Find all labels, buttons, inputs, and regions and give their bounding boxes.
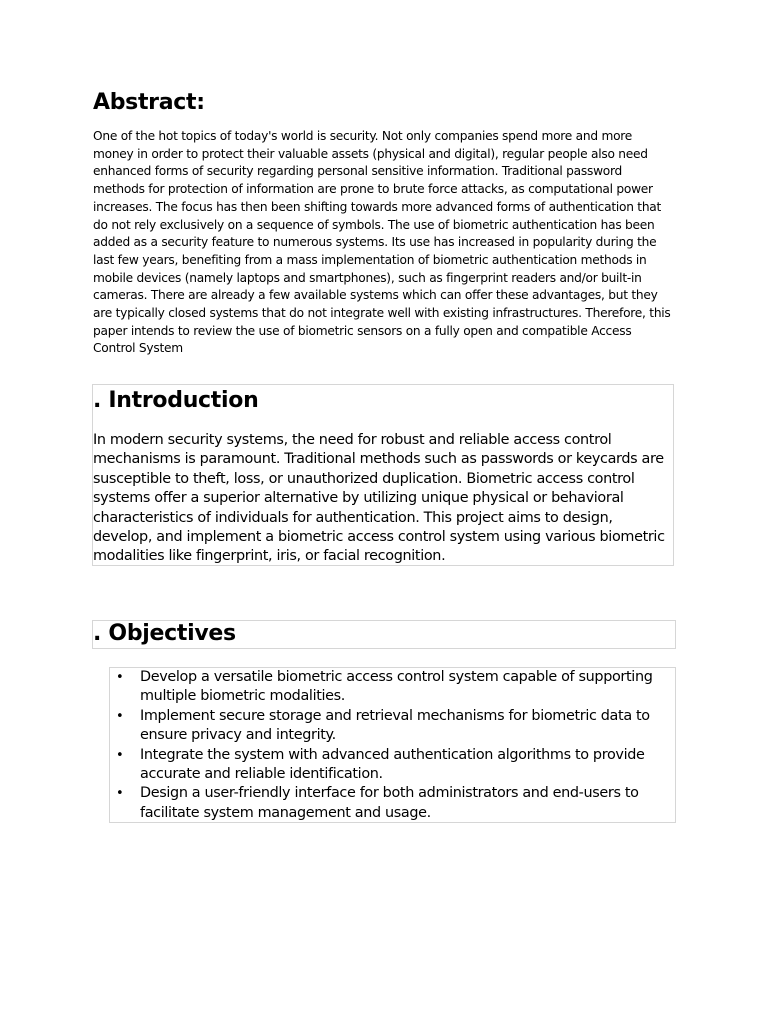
abstract-heading: Abstract:	[93, 90, 205, 115]
objective-item: • Design a user-friendly interface for both administrators and end-users to facilitate system management and usage.	[110, 784, 675, 823]
objectives-heading: . Objectives	[93, 621, 236, 646]
objective-item: • Integrate the system with advanced authentication algorithms to provide accurate and reliable identification.	[110, 746, 675, 785]
introduction-section	[92, 384, 674, 566]
objectives-list-box	[109, 667, 676, 823]
objectives-heading-box	[92, 620, 676, 649]
objectives-list	[110, 668, 675, 823]
objective-item: • Implement secure storage and retrieval mechanisms for biometric data to ensure privacy and integrity.	[110, 707, 675, 746]
abstract-body: One of the hot topics of today's world is security. Not only companies spend more and more money in order to protect their valuable assets (physical and digital), regular people also need enhanced forms of security regarding personal sensitive information. Traditional password methods for protection of information are prone to brute force attacks, as computational power increases. The focus has then been shifting towards more advanced forms of authentication that do not rely exclusively on a sequence of symbols. The use of biometric authentication has been added as a security feature to numerous systems. Its use has increased in popularity during the last few years, benefiting from a mass implementation of biometric authentication methods in mobile devices (namely laptops and smartphones), such as fingerprint readers and/or built-in cameras. There are already a few available systems which can offer these advantages, but they are typically closed systems that do not integrate well with existing infrastructures. Therefore, this paper intends to review the use of biometric sensors on a fully open and compatible Access Control System	[93, 129, 671, 356]
introduction-body: In modern security systems, the need for robust and reliable access control mechanisms is paramount. Traditional methods such as passwords or keycards are susceptible to theft, loss, or unauthorized duplication. Biometric access control systems offer a superior alternative by utilizing unique physical or behavioral characteristics of individuals for authentication. This project aims to design, develop, and implement a biometric access control system using various biometric modalities like fingerprint, iris, or facial recognition.	[93, 432, 665, 565]
introduction-heading: . Introduction	[93, 388, 259, 413]
objective-item: • Develop a versatile biometric access control system capable of supporting multiple biometric modalities.	[110, 668, 675, 707]
